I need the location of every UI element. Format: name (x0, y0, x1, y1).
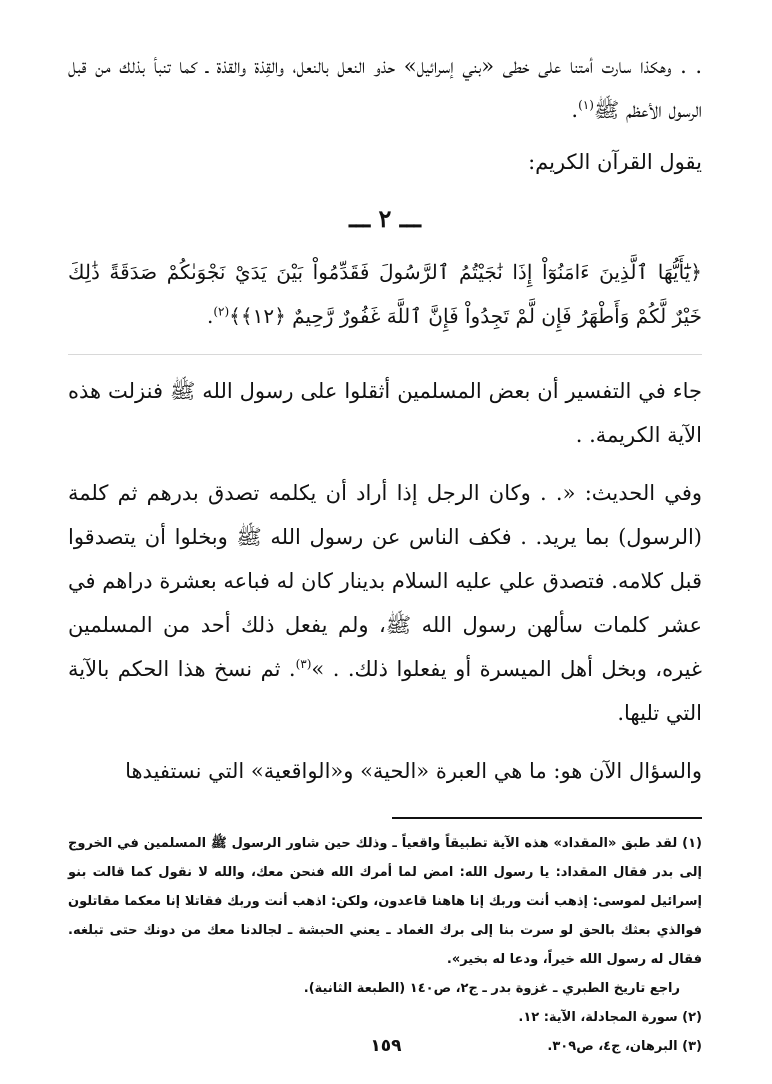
quran-verse (68, 250, 702, 355)
footnote-1: (١) لقد طبق «المقداد» هذه الآية تطبيقاً واقعياً ـ وذلك حين شاور الرسول ﷺ المسلمين في الخروج إلى بدر فقال المقداد: يا رسول الله: امض لما أمرك الله فنحن معك، والله لا نقول كما قالت بنو إسرائيل لموسى: إذهب أنت وربك إنا هاهنا قاعدون، ولكن: اذهب أنت وربك فقاتلا إنا معكما مقاتلون فوالذي بعثك بالحق لو سرت بنا إلى برك الغماد ـ يعني الحبشة ـ لجالدنا معك من دونك حتى تبلغه. فقال له رسول الله خيراً، ودعا له بخير». (68, 836, 702, 967)
footnote-ref-1: (١) (578, 98, 594, 112)
page-number: ١٥٩ (370, 1036, 402, 1056)
footnote-2: (٢) سورة المجادلة، الآية: ١٢. (518, 1010, 702, 1025)
footnote-ref-2: (٢) (213, 304, 230, 319)
spacer (68, 735, 702, 749)
footnote-divider (392, 817, 702, 819)
question-paragraph: والسؤال الآن هو: ما هي العبرة «الحية» و«الواقعية» التي نستفيدها (125, 759, 702, 783)
spacer (68, 457, 702, 471)
hadith-paragraph (68, 471, 702, 735)
quran-intro: يقول القرآن الكريم: (528, 150, 702, 174)
verse-text: ﴿يَٰٓأَيُّهَا ٱلَّذِينَ ءَامَنُوٓاْ إِذَا نَٰجَيْتُمُ ٱلرَّسُولَ فَقَدِّمُواْ بَيْنَ يَدَيْ نَجْوَىٰكُمْ صَدَقَةً ذَٰلِكَ خَيْرٌ لَّكُمْ وَأَطْهَرُ فَإِن لَّمْ تَجِدُواْ فَإِنَّ ٱللَّهَ غَفُورٌ رَّحِيمٌ ﴿١٢﴾﴾ (68, 260, 702, 328)
spacer (68, 355, 702, 369)
footnote-1-reference: راجع تاريخ الطبري ـ غزوة بدر ـ ج٢، ص١٤٠ (الطبعة الثانية). (303, 981, 680, 996)
intro-paragraph (68, 44, 702, 132)
hadith-end: . ثم نسخ هذا الحكم بالآية التي تليها. (68, 657, 702, 725)
hadith-text: وفي الحديث: «. . وكان الرجل إذا أراد أن يكلمه تصدق بدرهم ثم كلمة (الرسول) بما يريد. . فكف الناس عن رسول الله ﷺ وبخلوا أن يتصدقوا قبل كلامه. فتصدق علي عليه السلام بدينار كان له فباعه بعشرة دراهم في عشر كلمات سألهن رسول الله ﷺ، ولم يفعل ذلك أحد من المسلمين غيره، وبخل أهل الميسرة أو يفعلوا ذلك. . » (68, 481, 702, 681)
intro-end: . (571, 98, 579, 122)
footnote-ref-3: (٣) (295, 657, 312, 671)
footnote-3: (٣) البرهان، ج٤، ص٣٠٩. (547, 1039, 702, 1054)
section-number: ـــ ٢ ـــ (349, 204, 421, 233)
footnotes-section (68, 829, 702, 1061)
tafsir-paragraph: جاء في التفسير أن بعض المسلمين أثقلوا على رسول الله ﷺ فنزلت هذه الآية الكريمة. . (68, 379, 702, 447)
verse-end: . (206, 304, 214, 328)
intro-text: . . وهكذا سارت أمتنا على خطى «بني إسرائيل» حذو النعل بالنعل، والقِذة والقذة ـ كما تنبأ بذلك من قبل الرسول الأعظم ﷺ (68, 54, 702, 122)
